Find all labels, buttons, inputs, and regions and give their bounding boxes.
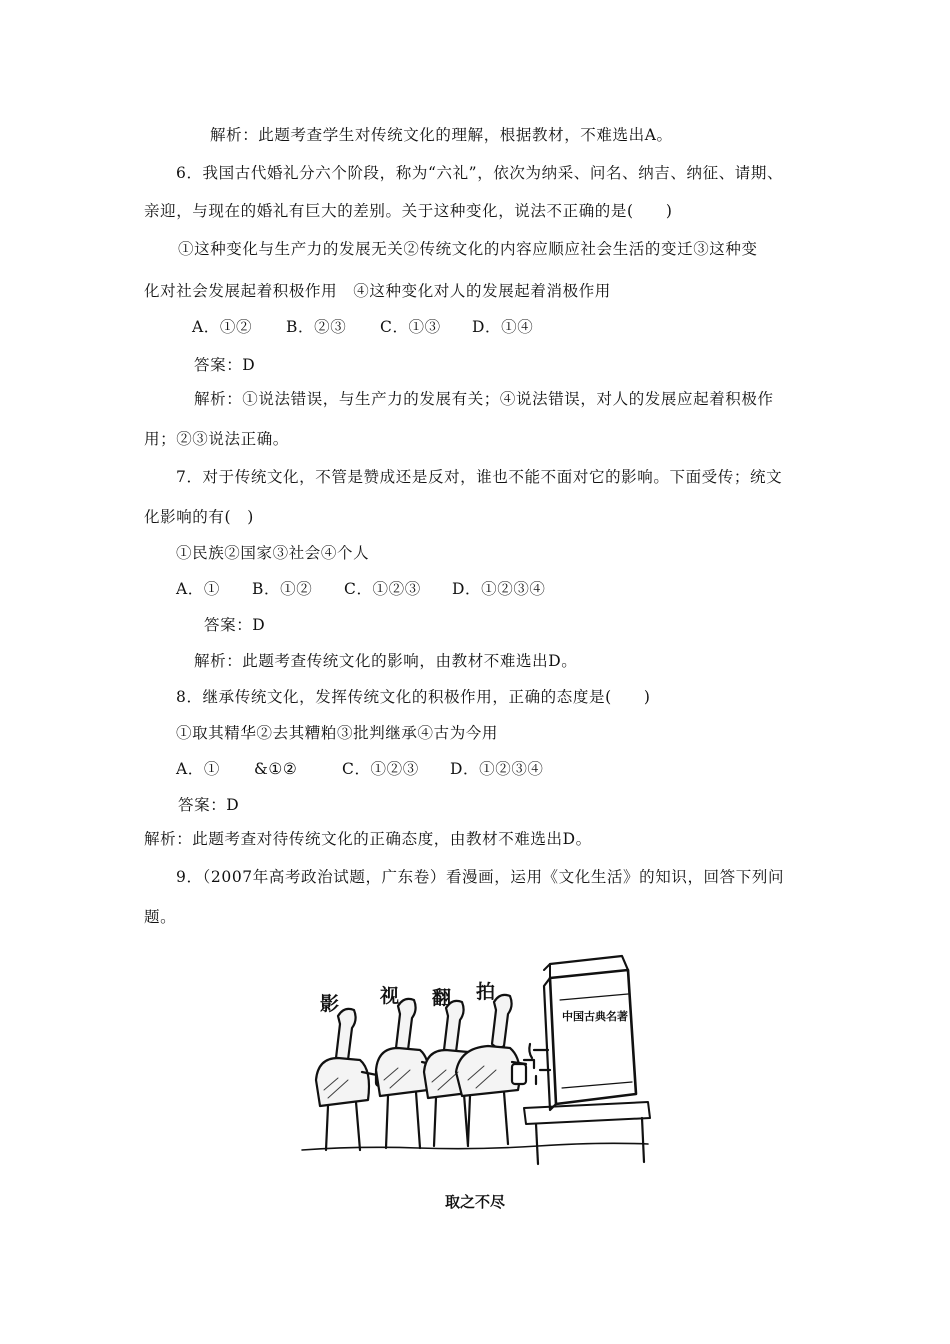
book-title: 中国古典名著	[562, 1010, 628, 1023]
q8-options	[176, 758, 544, 780]
q8-answer: 答案：D	[178, 796, 240, 814]
q7-stem-line2: 化影响的有( )	[144, 508, 254, 526]
q7-options	[176, 578, 546, 600]
q6-options	[192, 316, 533, 338]
q6-statements-line2: 化对社会发展起着积极作用 ④这种变化对人的发展起着消极作用	[144, 282, 611, 300]
q7-answer: 答案：D	[204, 616, 266, 634]
cartoon-caption: 取之不尽	[444, 1193, 505, 1211]
q6-analysis-line2: 用；②③说法正确。	[144, 430, 289, 448]
banner-char-1: 影	[320, 993, 340, 1015]
q6-option-b: B．②③	[286, 318, 347, 336]
q6-statements-line1: ①这种变化与生产力的发展无关②传统文化的内容应顺应社会生活的变迁③这种变	[178, 240, 758, 258]
q9-stem-line1: 9．（2007年高考政治试题，广东卷）看漫画，运用《文化生活》的知识，回答下列问	[176, 868, 785, 886]
q8-stem: 8．继承传统文化，发挥传统文化的积极作用，正确的态度是( )	[176, 688, 651, 706]
banner-char-2: 视	[380, 985, 400, 1007]
q7-analysis: 解析：此题考查传统文化的影响，由教材不难选出D。	[194, 652, 578, 670]
q8-option-a: A．①	[176, 760, 220, 778]
q8-option-c: C．①②③	[342, 760, 419, 778]
q8-analysis: 解析：此题考查对待传统文化的正确态度，由教材不难选出D。	[144, 830, 592, 848]
q8-option-b: &①②	[254, 760, 298, 778]
q7-option-d: D．①②③④	[452, 580, 546, 598]
q7-statements: ①民族②国家③社会④个人	[176, 544, 370, 562]
q7-option-b: B．①②	[252, 580, 313, 598]
q7-option-c: C．①②③	[344, 580, 421, 598]
q9-stem-line2: 题。	[144, 908, 177, 926]
q8-statements: ①取其精华②去其糟粕③批判继承④古为今用	[176, 724, 499, 742]
q8-option-d: D．①②③④	[450, 760, 544, 778]
q7-stem-line1: 7．对于传统文化，不管是赞成还是反对，谁也不能不面对它的影响。下面受传；统文	[176, 468, 783, 486]
q6-stem-line2: 亲迎，与现在的婚礼有巨大的差别。关于这种变化，说法不正确的是( )	[144, 202, 673, 220]
q5-analysis: 解析：此题考查学生对传统文化的理解，根据教材，不难选出A。	[210, 126, 673, 144]
cartoon-illustration	[298, 940, 656, 1172]
banner-char-3: 翻	[432, 987, 452, 1009]
q6-stem-line1: 6．我国古代婚礼分六个阶段，称为“六礼”，依次为纳采、问名、纳吉、纳征、请期、	[176, 164, 784, 182]
banner-char-4: 拍	[476, 981, 496, 1003]
q6-option-c: C．①③	[380, 318, 441, 336]
q7-option-a: A．①	[176, 580, 220, 598]
q6-option-a: A．①②	[192, 318, 253, 336]
q6-option-d: D．①④	[472, 318, 534, 336]
q6-answer: 答案：D	[194, 356, 256, 374]
q6-analysis-line1: 解析：①说法错误，与生产力的发展有关；④说法错误，对人的发展应起着积极作	[194, 390, 774, 408]
